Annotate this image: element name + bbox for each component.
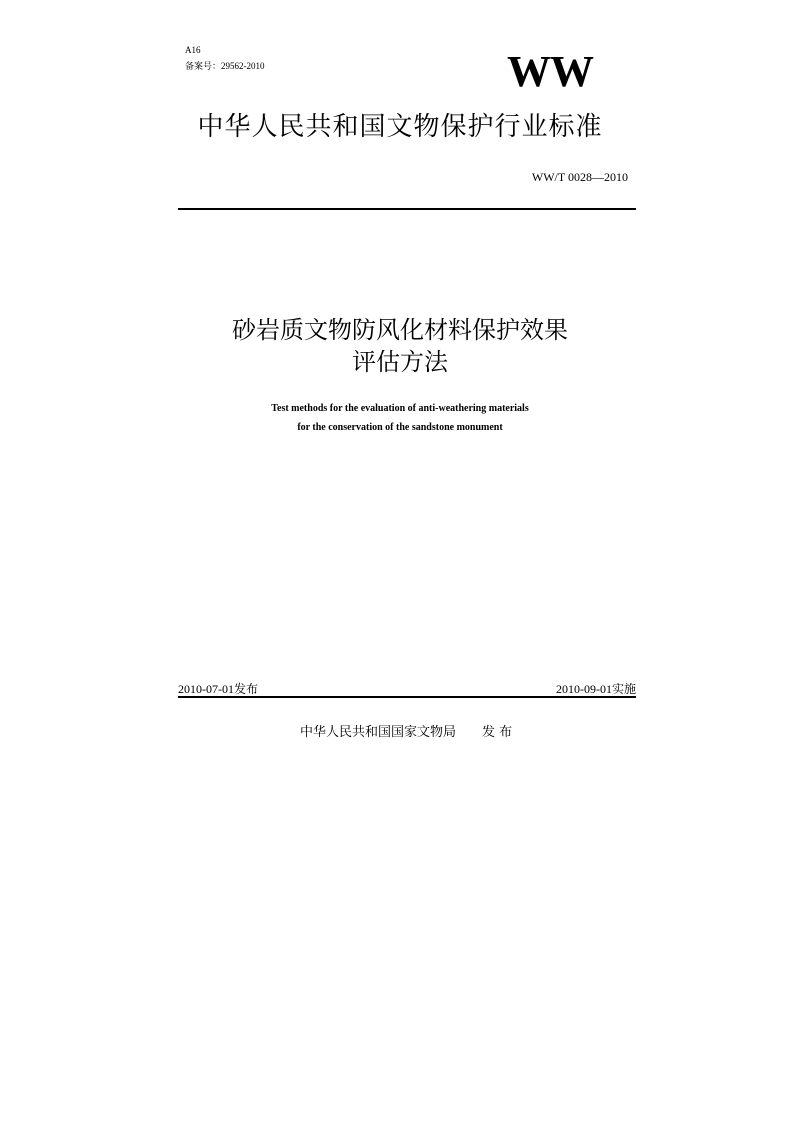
standard-category-title: 中华人民共和国文物保护行业标准 bbox=[197, 112, 603, 142]
standard-number: WW/T 0028—2010 bbox=[531, 170, 628, 184]
title-cn-line-1: 砂岩质文物防风化材料保护效果 bbox=[232, 316, 568, 344]
document-title-cn bbox=[100, 314, 700, 378]
record-number: 备案号：29562-2010 bbox=[185, 61, 265, 71]
title-en-line-1: Test methods for the evaluation of anti-weathering materials bbox=[271, 403, 529, 414]
classification-code: A16 bbox=[185, 45, 201, 55]
top-divider bbox=[178, 208, 636, 210]
document-title-en bbox=[100, 399, 700, 437]
bottom-divider bbox=[178, 696, 636, 698]
title-cn-line-2: 评估方法 bbox=[352, 348, 448, 376]
title-en-line-2: for the conservation of the sandstone monument bbox=[297, 422, 503, 433]
issuing-authority: 中华人民共和国国家文物局 发 布 bbox=[300, 725, 513, 740]
implementation-date: 2010-09-01实施 bbox=[556, 682, 636, 696]
issue-date: 2010-07-01发布 bbox=[178, 682, 258, 696]
standard-logo: WW bbox=[507, 47, 593, 96]
